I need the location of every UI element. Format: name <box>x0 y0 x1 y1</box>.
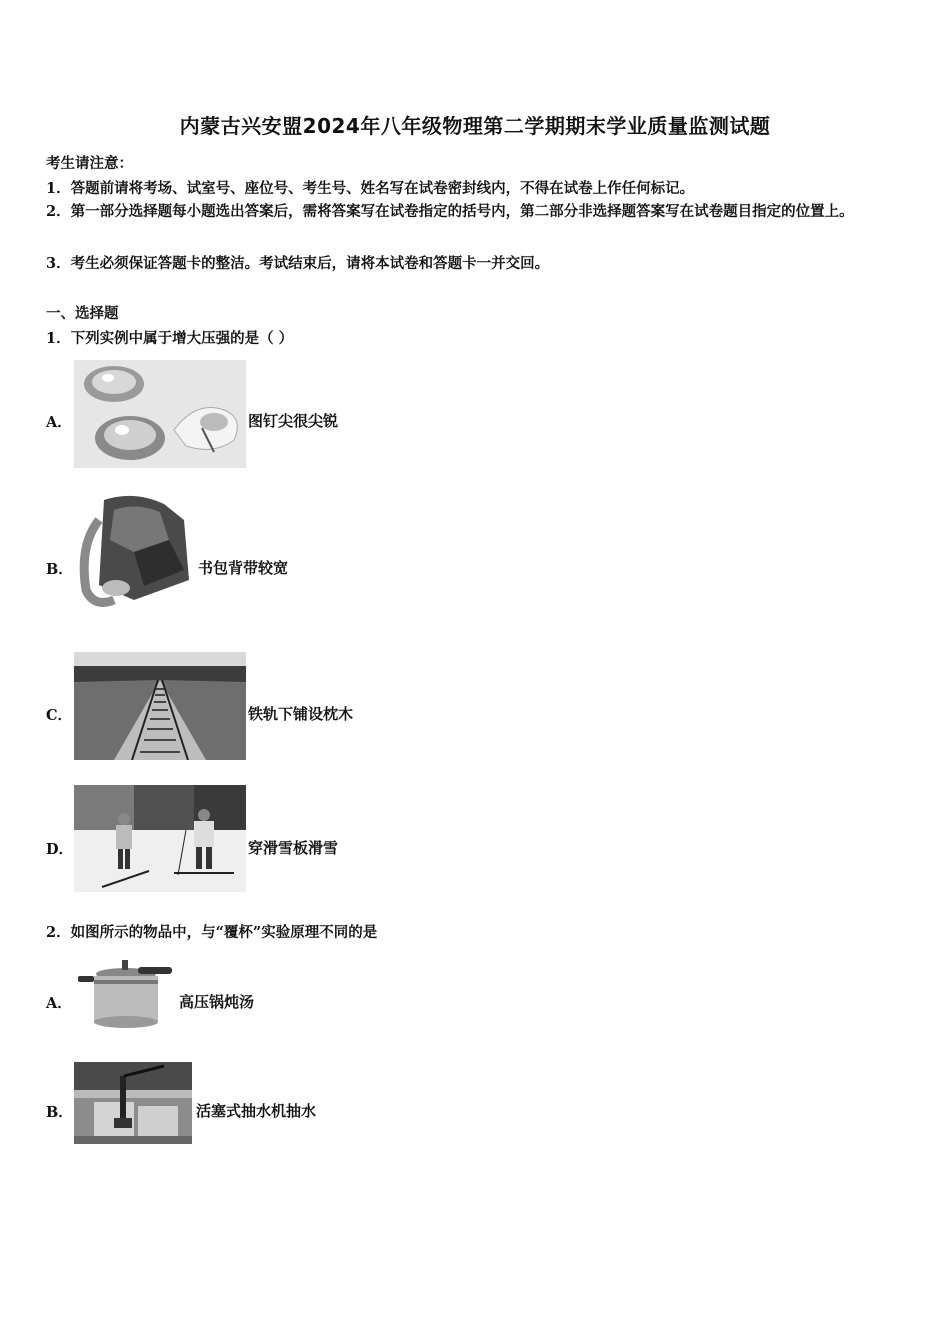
q2-option-b-letter: B． <box>46 1104 73 1121</box>
pressure-cooker-photo <box>78 958 174 1030</box>
notice-item-1: 1．答题前请将考场、试室号、座位号、考生号、姓名写在试卷密封线内，不得在试卷上作任何标记。 <box>46 180 695 197</box>
q1-option-d-letter: D． <box>46 841 74 858</box>
q1-option-c-text: 铁轨下铺设枕木 <box>248 705 354 723</box>
section-heading: 一、选择题 <box>46 305 119 322</box>
q2-option-b-text: 活塞式抽水机抽水 <box>196 1102 317 1120</box>
railway-photo <box>74 652 246 760</box>
notice-heading: 考生请注意： <box>46 155 133 172</box>
q2-option-a-text: 高压锅炖汤 <box>179 993 255 1011</box>
backpack-photo <box>74 490 194 612</box>
question-1-stem: 1．下列实例中属于增大压强的是（ ） <box>46 330 294 347</box>
q1-option-b-text: 书包背带较宽 <box>198 559 289 577</box>
question-2-stem: 2．如图所示的物品中，与“覆杯”实验原理不同的是 <box>46 924 378 941</box>
q1-option-a-letter: A． <box>46 414 72 431</box>
exam-title: 内蒙古兴安盟2024年八年级物理第二学期期末学业质量监测试题 <box>179 114 771 138</box>
q1-option-a-text: 图钉尖很尖锐 <box>248 412 339 430</box>
q2-option-a-letter: A． <box>46 995 72 1012</box>
piston-pump-photo <box>74 1062 192 1144</box>
skiing-photo <box>74 785 246 892</box>
notice-item-2: 2．第一部分选择题每小题选出答案后，需将答案写在试卷指定的括号内，第二部分非选择题答案写在试卷题目指定的位置上。 <box>46 203 854 220</box>
q1-option-d-text: 穿滑雪板滑雪 <box>248 839 339 857</box>
notice-item-3: 3．考生必须保证答题卡的整洁。考试结束后，请将本试卷和答题卡一并交回。 <box>46 255 550 272</box>
q1-option-b-letter: B． <box>46 561 73 578</box>
thumbtack-photo <box>74 360 246 468</box>
q1-option-c-letter: C． <box>46 707 73 724</box>
